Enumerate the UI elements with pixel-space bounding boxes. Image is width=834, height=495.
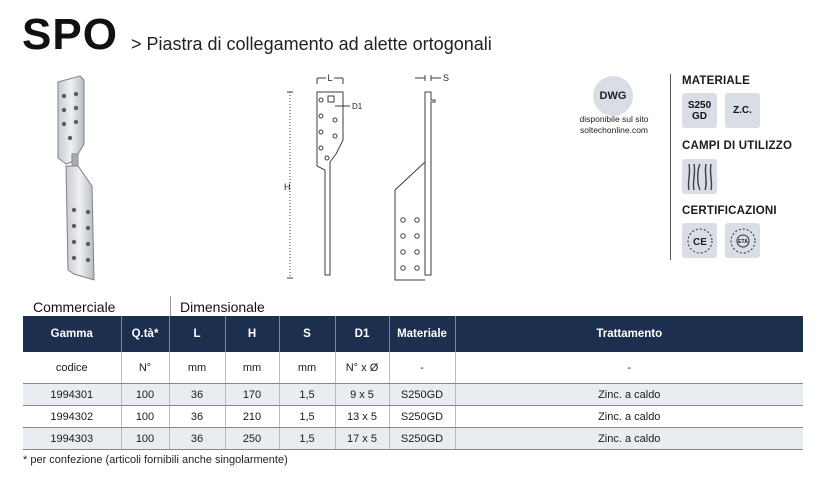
product-subtitle: > Piastra di collegamento ad alette ortogonali — [131, 34, 492, 54]
col-header-s: S — [279, 316, 335, 352]
table-cell: 100 — [121, 428, 169, 450]
col-header-l: L — [169, 316, 225, 352]
unit-cell: N° — [121, 352, 169, 384]
dwg-note-line1: disponibile sul sito — [579, 114, 649, 124]
svg-text:ETA: ETA — [737, 238, 748, 245]
ce-mark-icon — [682, 223, 717, 258]
col-header-materiale: Materiale — [389, 316, 455, 352]
table-cell: Zinc. a caldo — [455, 428, 803, 450]
table-cell: S250GD — [389, 384, 455, 406]
table-cell: 1,5 — [279, 384, 335, 406]
table-cell: 13 x 5 — [335, 406, 389, 428]
unit-cell: mm — [169, 352, 225, 384]
material-badge-zc-label: Z.C. — [733, 105, 752, 116]
footnote: * per confezione (articoli fornibili anche singolarmente) — [23, 454, 288, 466]
col-header-h: H — [225, 316, 279, 352]
dwg-note-line2: soltechonline.com — [579, 125, 649, 135]
table-cell: 36 — [169, 406, 225, 428]
section-commerciale: Commerciale — [33, 299, 116, 315]
side-view-drawing — [385, 70, 475, 285]
table-cell: 100 — [121, 406, 169, 428]
col-header-gamma: Gamma — [23, 316, 121, 352]
table-row — [23, 406, 803, 428]
dim-D1-label: D1 — [352, 102, 363, 111]
section-dimensionale: Dimensionale — [180, 299, 265, 315]
dim-H-label: H — [284, 182, 291, 192]
table-cell: 170 — [225, 384, 279, 406]
front-view-drawing — [280, 70, 380, 285]
certificazioni-heading: CERTIFICAZIONI — [682, 205, 777, 217]
dwg-download-badge[interactable]: DWG — [593, 76, 633, 116]
materiale-heading: MATERIALE — [682, 75, 751, 87]
wood-grain-icon — [682, 159, 717, 194]
eta-mark-icon — [725, 223, 760, 258]
sidebar-divider — [670, 74, 671, 260]
table-cell: 1,5 — [279, 406, 335, 428]
campi-di-utilizzo-heading: CAMPI DI UTILIZZO — [682, 140, 793, 152]
table-header-row — [23, 316, 803, 352]
table-row — [23, 428, 803, 450]
table-cell: 100 — [121, 384, 169, 406]
table-cell: 1994302 — [23, 406, 121, 428]
unit-cell: codice — [23, 352, 121, 384]
table-row — [23, 384, 803, 406]
table-cell: 210 — [225, 406, 279, 428]
table-cell: S250GD — [389, 406, 455, 428]
product-title: SPO — [22, 10, 118, 59]
table-cell: 1994303 — [23, 428, 121, 450]
product-illustration — [50, 74, 110, 284]
table-cell: 9 x 5 — [335, 384, 389, 406]
material-badge-s250gd — [682, 93, 717, 128]
table-cell: 36 — [169, 384, 225, 406]
col-header-qta: Q.tà* — [121, 316, 169, 352]
table-cell: Zinc. a caldo — [455, 384, 803, 406]
material-badge-line2: GD — [691, 110, 707, 122]
unit-cell: mm — [225, 352, 279, 384]
unit-cell: - — [389, 352, 455, 384]
svg-text:CE: CE — [692, 236, 707, 248]
table-cell: S250GD — [389, 428, 455, 450]
table-cell: 1994301 — [23, 384, 121, 406]
material-badge-zc — [725, 93, 760, 128]
table-cell: 1,5 — [279, 428, 335, 450]
dim-S-label: S — [443, 73, 450, 83]
unit-cell: N° x Ø — [335, 352, 389, 384]
dwg-availability-note — [566, 114, 662, 136]
unit-cell: mm — [279, 352, 335, 384]
table-units-row — [23, 352, 803, 384]
col-header-trattamento: Trattamento — [455, 316, 803, 352]
table-cell: 36 — [169, 428, 225, 450]
material-badge-line1: S250 — [687, 99, 712, 111]
dim-L-label: L — [327, 73, 333, 83]
section-separator — [170, 296, 171, 316]
unit-cell: - — [455, 352, 803, 384]
table-cell: 250 — [225, 428, 279, 450]
table-cell: 17 x 5 — [335, 428, 389, 450]
table-cell: Zinc. a caldo — [455, 406, 803, 428]
specifications-table — [23, 316, 803, 450]
col-header-d1: D1 — [335, 316, 389, 352]
